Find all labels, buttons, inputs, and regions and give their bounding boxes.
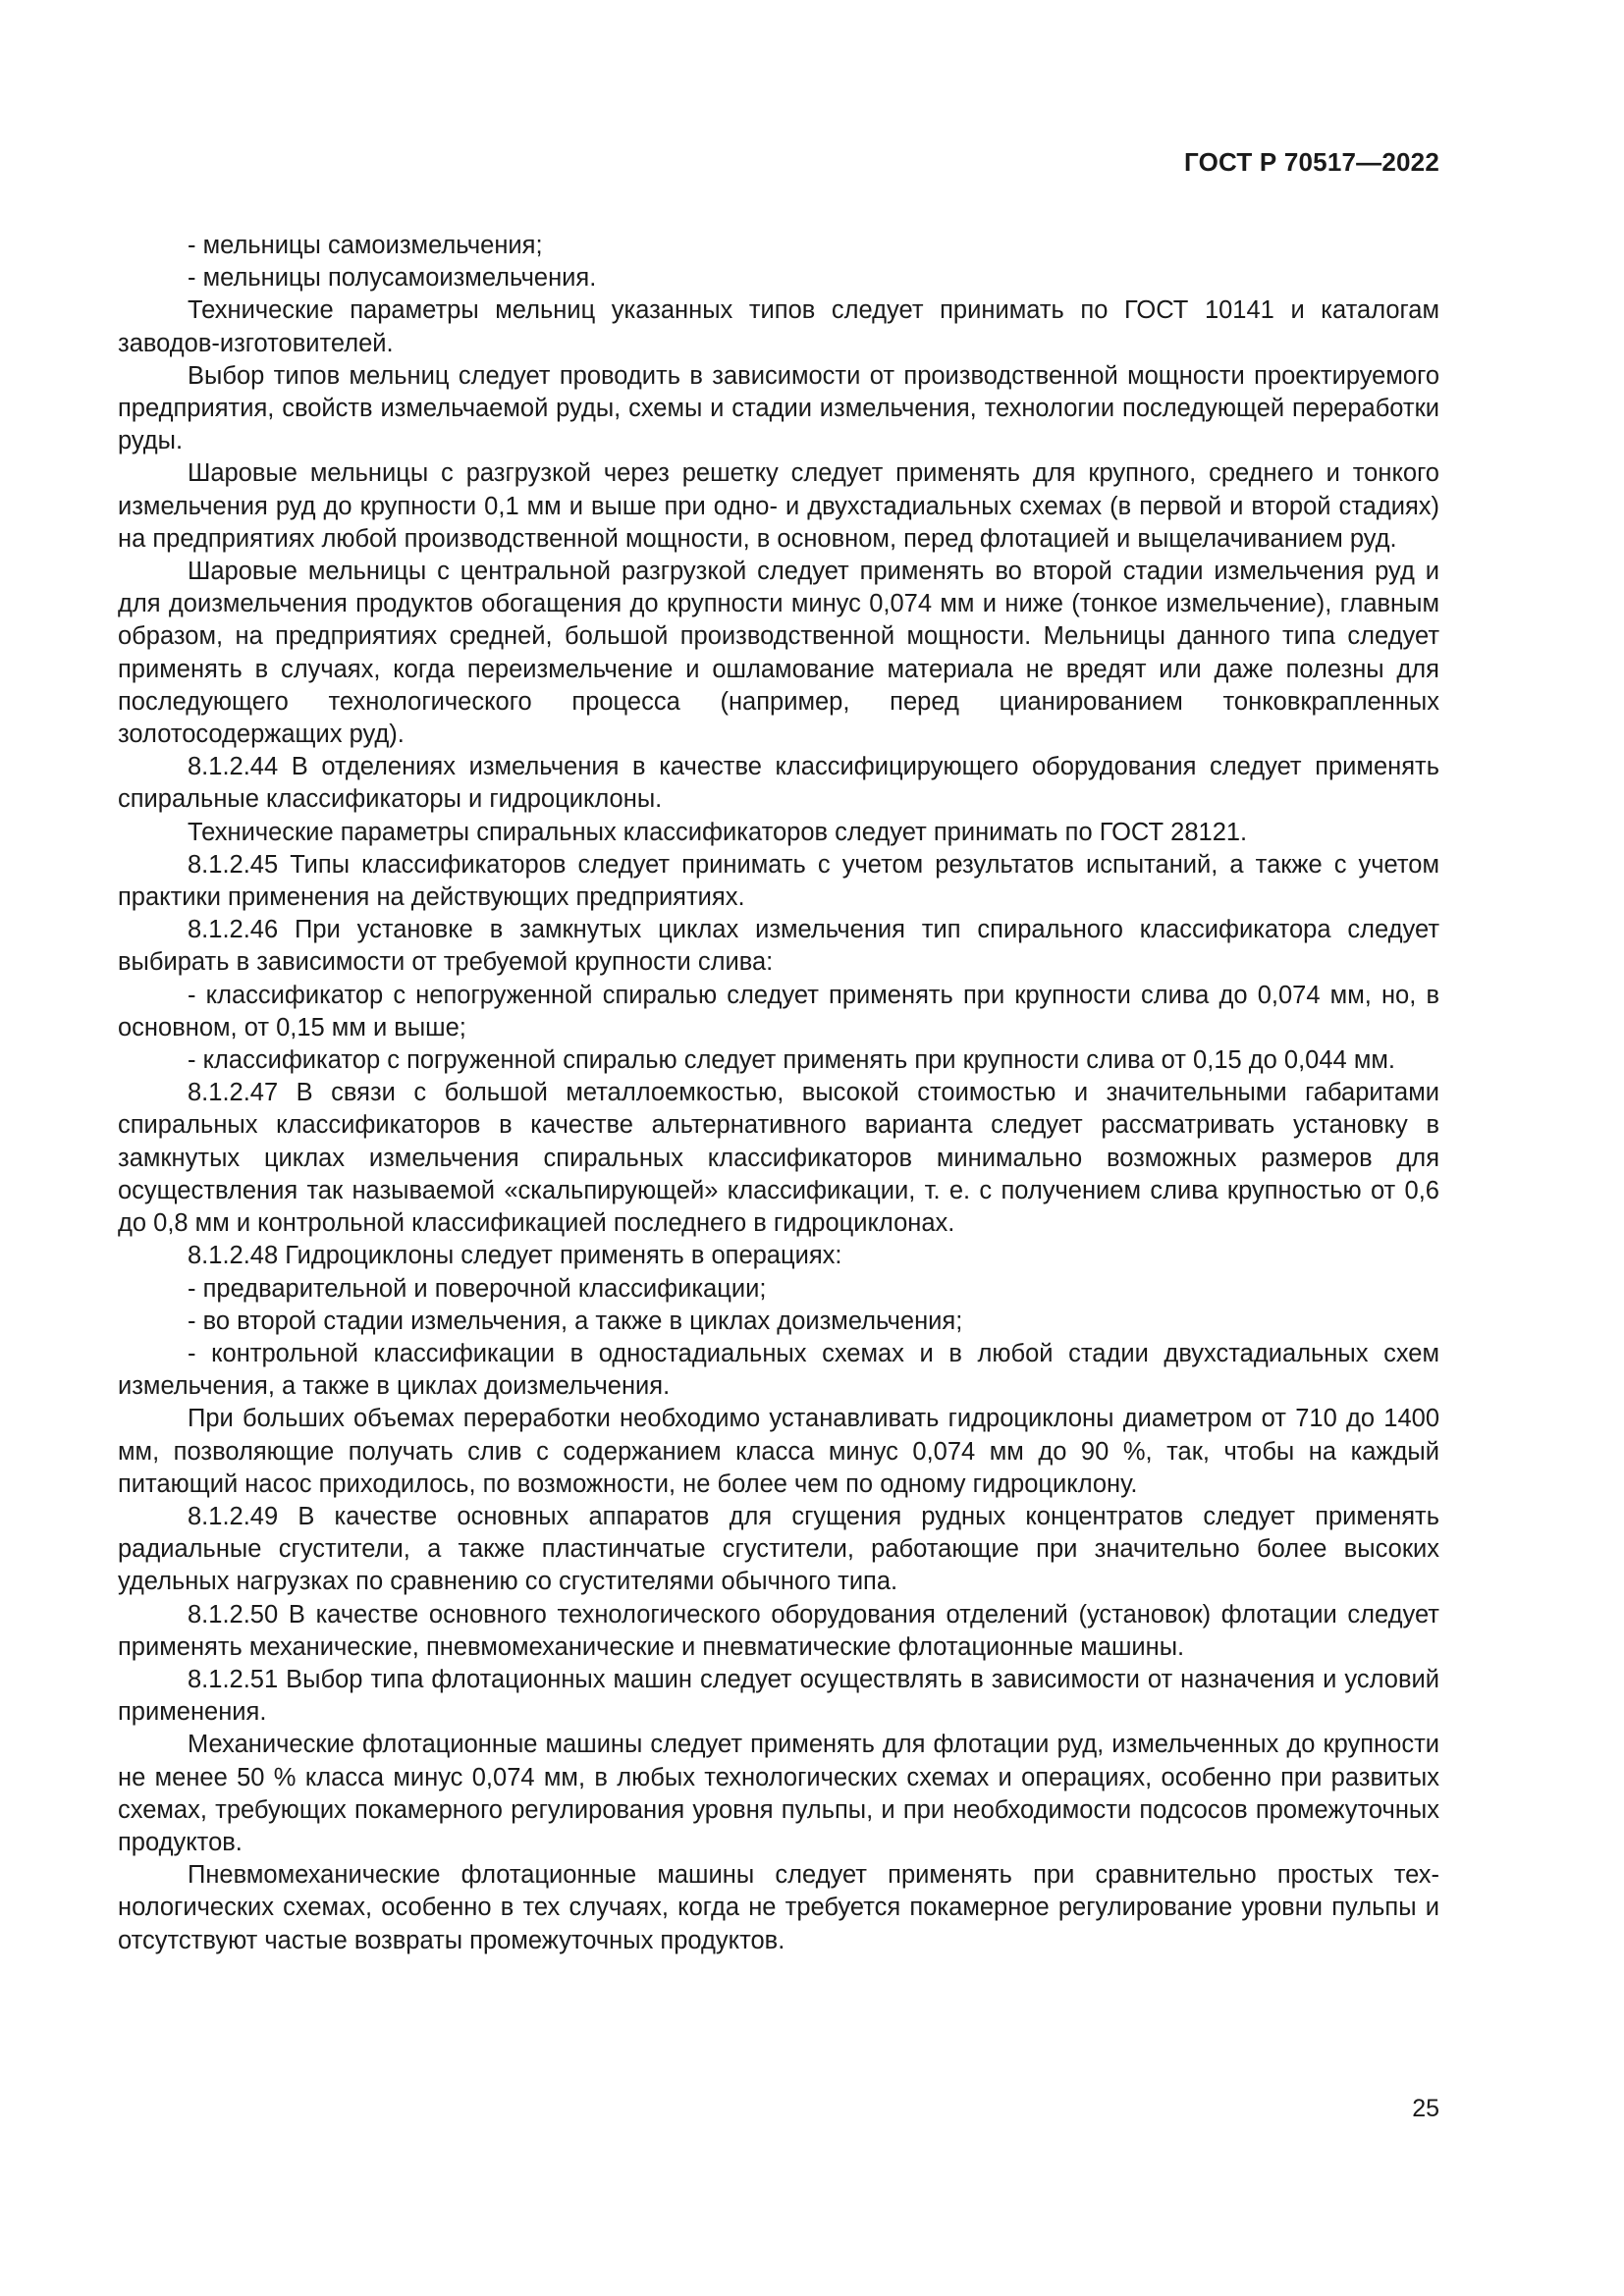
paragraph-7: 8.1.2.44 В отделениях измельчения в качестве классифицирующего оборудования следует применять спиральные классификаторы и гидроциклоны. xyxy=(118,753,1439,814)
paragraph-5: Шаровые мельницы с разгрузкой через решетку следует применять для крупного, среднего и тонкого измельчения руд до крупности 0,1 мм и выше при одно- и двухстадиальных схемах (в первой и второй стадиях) на предприятиях любой производственной мощности, в основном, перед флотацией и выщелачиванием руд. xyxy=(118,459,1439,553)
paragraph-22: Механические флотационные машины следует применять для флотации руд, измельченных до крупности не менее 50 % класса минус 0,074 мм, в любых технологических схемах и операциях, особенно при развитых схемах, требующих покамерного регулирования уровня пульпы, и при необходимости подсосов промежуточных продуктов. xyxy=(118,1731,1439,1856)
paragraph-19: 8.1.2.49 В качестве основных аппаратов для сгущения рудных концентратов следует применять радиальные сгустители, а также пластинчатые сгустители, работающие при значительно более высоких удельных нагрузках по сравнению со сгустителями обычного типа. xyxy=(118,1502,1439,1596)
paragraph-4: Выбор типов мельниц следует проводить в зависимости от производственной мощности проектируемого предприятия, свойств измельчаемой руды, схемы и стадии измельчения, технологии последующей переработки руды. xyxy=(118,361,1439,455)
paragraph-15: - предварительной и поверочной классификации; xyxy=(188,1274,767,1303)
paragraph-23: Пневмомеханические флотационные машины следует применять при сравнительно простых технологических схемах, особенно в тех случаях, когда не требуется покамерное регулирование уровни пульпы и отсутствуют частые возвраты промежуточных продуктов. xyxy=(118,1861,1439,1954)
page-number: 25 xyxy=(1412,2095,1439,2122)
document-body xyxy=(118,230,1439,1957)
paragraph-20: 8.1.2.50 В качестве основного технологического оборудования отделений (установок) флотации следует применять механические, пневмомеханические и пневматические флотационные машины. xyxy=(118,1600,1439,1661)
paragraph-14: 8.1.2.48 Гидроциклоны следует применять в операциях: xyxy=(188,1242,842,1270)
paragraph-1: - мельницы самоизмельчения; xyxy=(188,232,543,259)
paragraph-9: 8.1.2.45 Типы классификаторов следует принимать с учетом результатов испытаний, а также с учетом практики применения на действующих предприятиях. xyxy=(118,850,1439,912)
paragraph-18: При больших объемах переработки необходимо устанавливать гидроциклоны диаметром от 710 до 1400 мм, позволяющие получать слив с содержанием класса минус 0,074 мм до 90 %, так, чтобы на каждый питающий насос приходилось, по возможности, не более чем по одному гидроциклону. xyxy=(118,1405,1439,1498)
paragraph-8: Технические параметры спиральных классификаторов следует принимать по ГОСТ 28121. xyxy=(188,818,1248,846)
paragraph-11: - классификатор с непогруженной спиралью следует применять при крупности слива до 0,074 мм, но, в основном, от 0,15 мм и выше; xyxy=(118,981,1439,1041)
paragraph-17: - контрольной классификации в одностадиальных схемах и в любой стадии двухстадиальных схем измельчения, а также в циклах доизмельчения. xyxy=(118,1339,1439,1401)
paragraph-16: - во второй стадии измельчения, а также в циклах доизмельчения; xyxy=(188,1307,963,1335)
paragraph-6: Шаровые мельницы с центральной разгрузкой следует применять во второй стадии измельчения руд и для доизмельчения продуктов обогащения до крупности минус 0,074 мм и ниже (тонкое измельчение), главным образом, на предприятиях средней, большой производственной мощности. Мельницы данного типа следует применять в случаях, когда переизмельчение и ошламование материала не вредят или даже полезны для последующего технологического процесса (например, перед цианированием тонковкрапленных золотосодержащих руд). xyxy=(118,558,1439,749)
document-code-header: ГОСТ Р 70517—2022 xyxy=(1184,147,1439,177)
paragraph-21: 8.1.2.51 Выбор типа флотационных машин следует осуществлять в зависимости от назначения и условий применения. xyxy=(118,1665,1439,1727)
paragraph-2: - мельницы полусамоизмельчения. xyxy=(188,264,597,293)
paragraph-13: 8.1.2.47 В связи с большой металлоемкостью, высокой стоимостью и значительными габаритами спиральных классификаторов в качестве альтернативного варианта следует рассматривать установку в замкнутых циклах измельчения спиральных классификаторов минимально возможных размеров для осуществления так называемой «скальпирующей» классификации, т. е. с получением слива крупностью от 0,6 до 0,8 мм и контрольной классификацией последнего в гидроциклонах. xyxy=(118,1079,1439,1238)
paragraph-12: - классификатор с погруженной спиралью следует применять при крупности слива от 0,15 до 0,044 мм. xyxy=(188,1046,1395,1075)
paragraph-3: Технические параметры мельниц указанных типов следует принимать по ГОСТ 10141 и каталогам заводов-изготовителей. xyxy=(118,296,1439,357)
paragraph-10: 8.1.2.46 При установке в замкнутых циклах измельчения тип спирального классификатора следует выбирать в зависимости от требуемой крупности слива: xyxy=(118,916,1439,977)
